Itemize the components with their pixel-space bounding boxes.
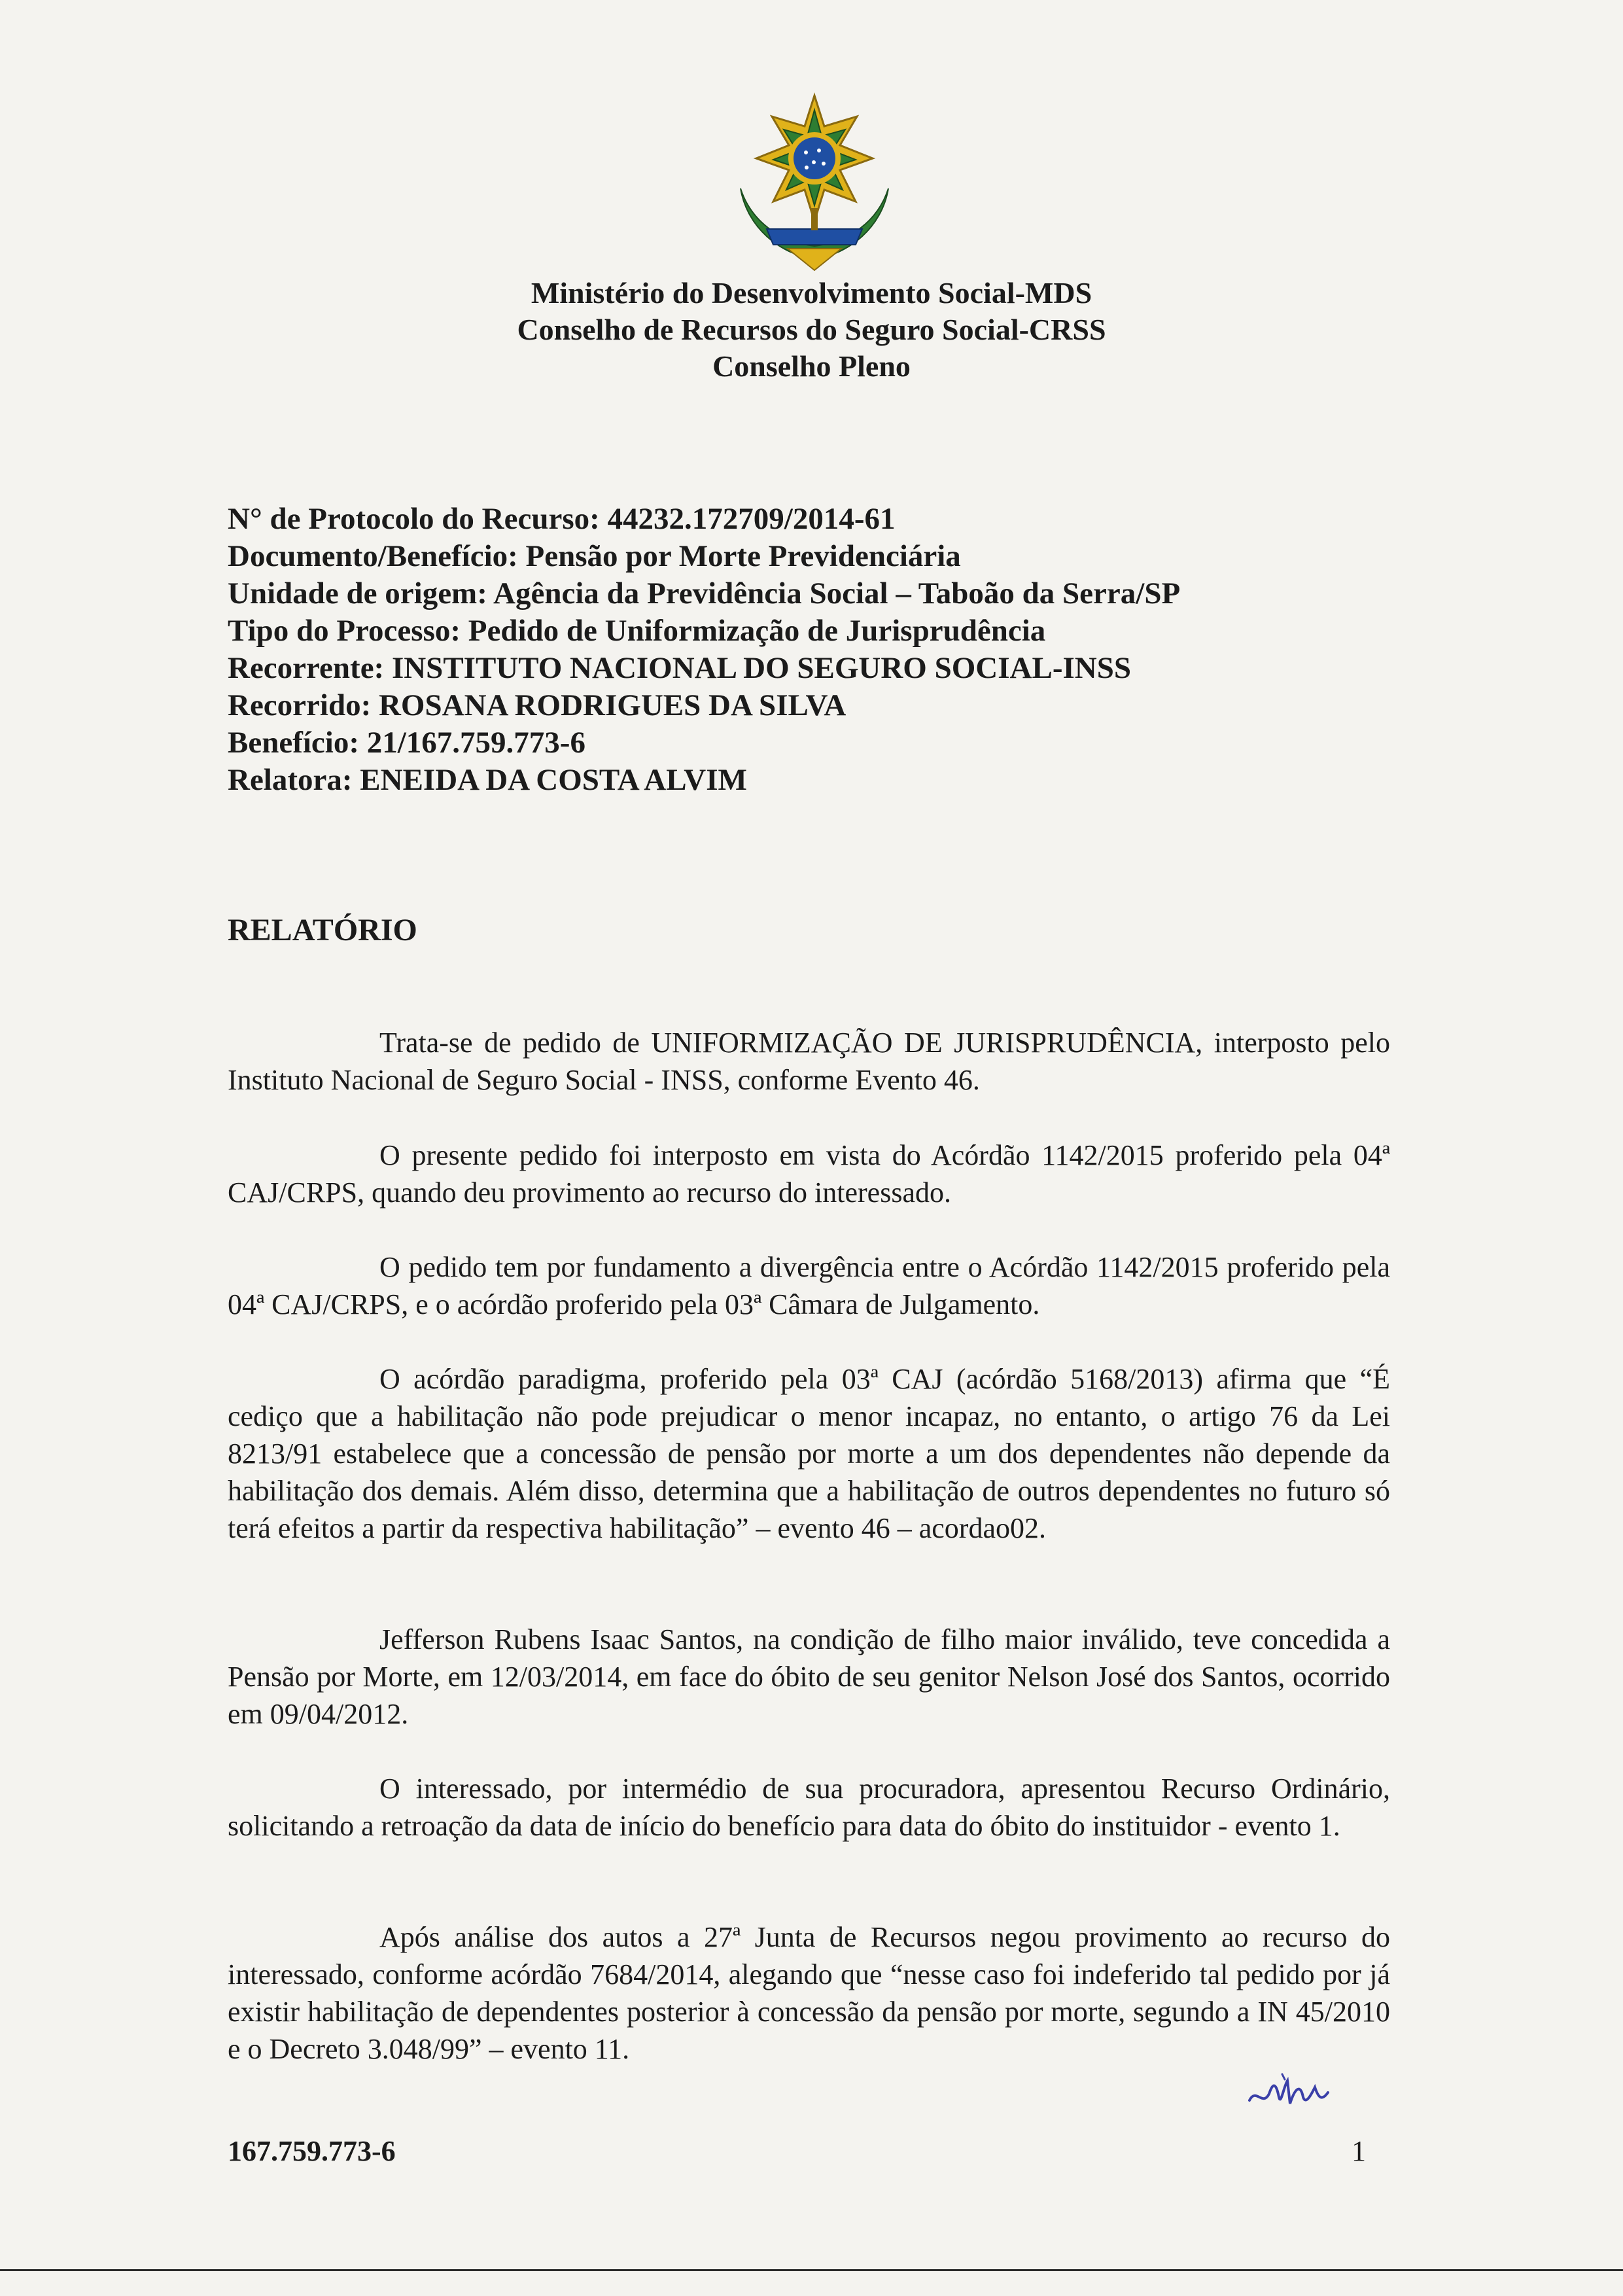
paragraph-text: O acórdão paradigma, proferido pela 03ª CAJ (acórdão 5168/2013) afirma que “É cediço que a habilitação não pode prejudicar o menor incapaz, no entanto, o artigo 76 da Lei 8213/91 estabelece que a concessão de pensão por morte a um dos dependentes não depende da habilitação dos demais. Além disso, determina que a habilitação de outros dependentes no futuro só terá efeitos a partir da respectiva habilitação” – evento 46 – acordao02. bbox=[228, 1363, 1390, 1544]
origin-unit: Unidade de origem: Agência da Previdência Social – Taboão da Serra/SP bbox=[228, 576, 1181, 610]
paragraph-text: O interessado, por intermédio de sua procuradora, apresentou Recurso Ordinário, solicitando a retroação da data de início do benefício para data do óbito do instituidor - evento 1. bbox=[228, 1773, 1390, 1842]
paragraph-5 bbox=[228, 1621, 1390, 1733]
paragraph-4 bbox=[228, 1360, 1390, 1547]
paragraph-6 bbox=[228, 1770, 1390, 1845]
section-title: RELATÓRIO bbox=[228, 913, 417, 947]
ministry-name: Ministério do Desenvolvimento Social-MDS bbox=[531, 276, 1092, 309]
process-type: Tipo do Processo: Pedido de Uniformização de Jurisprudência bbox=[228, 614, 1046, 648]
handwritten-initials-icon bbox=[1243, 2061, 1335, 2120]
footer-process-number: 167.759.773-6 bbox=[228, 2135, 396, 2167]
paragraph-1 bbox=[228, 1024, 1390, 1099]
bottom-rule bbox=[0, 2269, 1623, 2271]
paragraph-text: Jefferson Rubens Isaac Santos, na condição de filho maior inválido, teve concedida a Pensão por Morte, em 12/03/2014, em face do óbito de seu genitor Nelson José dos Santos, ocorrido em 09/04/2012. bbox=[228, 1623, 1390, 1730]
brazil-coat-of-arms-icon bbox=[727, 90, 901, 275]
council-body: Conselho Pleno bbox=[712, 349, 911, 383]
page-number: 1 bbox=[1352, 2135, 1366, 2167]
rapporteur: Relatora: ENEIDA DA COSTA ALVIM bbox=[228, 763, 747, 797]
paragraph-text: Trata-se de pedido de UNIFORMIZAÇÃO DE JURISPRUDÊNCIA, interposto pelo Instituto Nacional de Seguro Social - INSS, conforme Evento 46. bbox=[228, 1027, 1390, 1096]
paragraph-2 bbox=[228, 1137, 1390, 1211]
paragraph-text: O pedido tem por fundamento a divergência entre o Acórdão 1142/2015 proferido pela 04ª CAJ/CRPS, e o acórdão proferido pela 03ª Câmara de Julgamento. bbox=[228, 1251, 1390, 1320]
document-header bbox=[0, 275, 1623, 385]
benefit-number: Benefício: 21/167.759.773-6 bbox=[228, 726, 585, 760]
paragraph-text: O presente pedido foi interposto em vista do Acórdão 1142/2015 proferido pela 04ª CAJ/CRPS, quando deu provimento ao recurso do interessado. bbox=[228, 1139, 1390, 1209]
council-name: Conselho de Recursos do Seguro Social-CRSS bbox=[517, 313, 1106, 346]
appellant: Recorrente: INSTITUTO NACIONAL DO SEGURO SOCIAL-INSS bbox=[228, 651, 1131, 685]
document-benefit: Documento/Benefício: Pensão por Morte Previdenciária bbox=[228, 539, 961, 573]
paragraph-3 bbox=[228, 1248, 1390, 1323]
paragraph-text: Após análise dos autos a 27ª Junta de Recursos negou provimento ao recurso do interessado, conforme acórdão 7684/2014, alegando que “nesse caso foi indeferido tal pedido por já existir habilitação de dependentes posterior à concessão da pensão por morte, segundo a IN 45/2010 e o Decreto 3.048/99” – evento 11. bbox=[228, 1921, 1390, 2065]
protocol-number: N° de Protocolo do Recurso: 44232.172709/2014-61 bbox=[228, 502, 896, 536]
paragraph-7 bbox=[228, 1918, 1390, 2068]
appellee: Recorrido: ROSANA RODRIGUES DA SILVA bbox=[228, 688, 846, 722]
case-metadata bbox=[228, 501, 1180, 799]
